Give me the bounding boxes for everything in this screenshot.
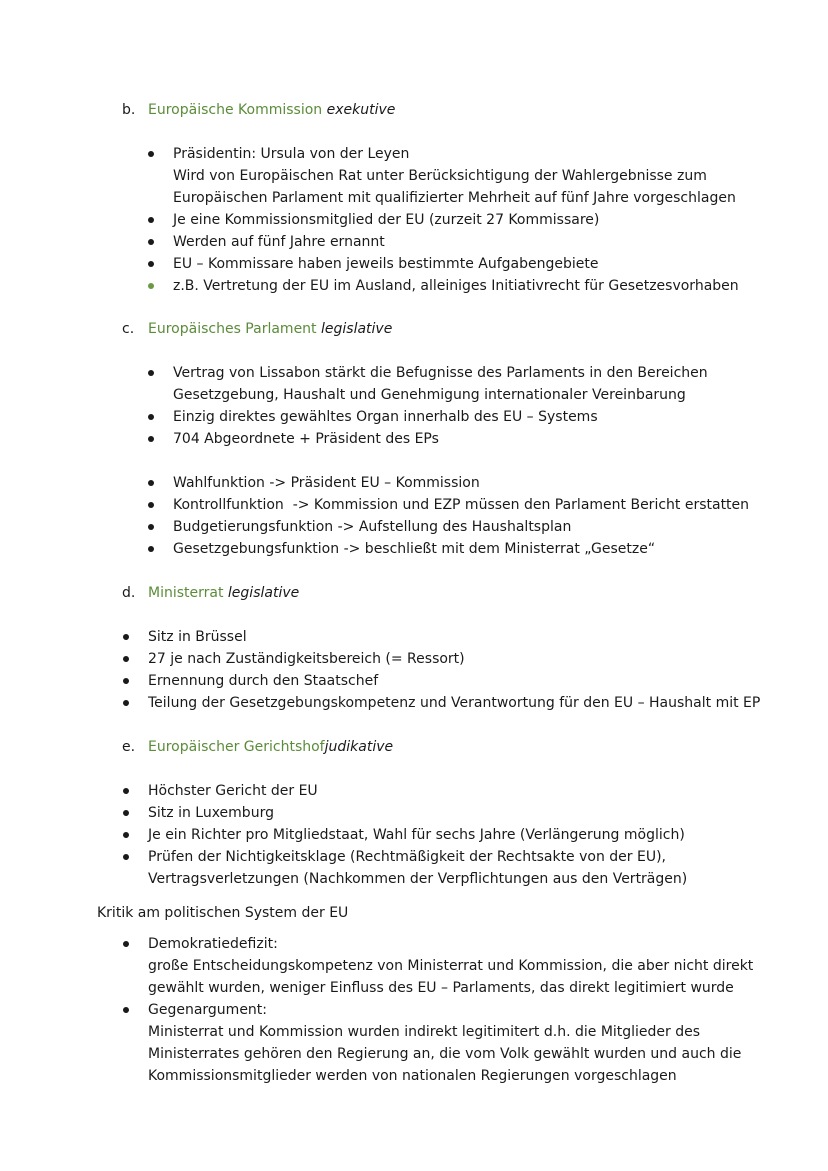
section-c-title: Europäisches Parlament	[148, 321, 317, 337]
bullet-icon	[148, 480, 154, 486]
list-item: Gesetzgebungsfunktion -> beschließt mit dem Ministerrat „Gesetze“	[173, 541, 656, 557]
list-item: Budgetierungsfunktion -> Aufstellung des Haushaltsplan	[173, 519, 572, 535]
list-item: Präsidentin: Ursula von der Leyen	[173, 146, 410, 162]
list-item: Sitz in Luxemburg	[148, 805, 274, 821]
list-item-continuation: Ministerrates gehören den Regierung an, die vom Volk gewählt wurden und auch die	[148, 1046, 742, 1062]
bullet-icon	[123, 656, 129, 662]
bullet-icon	[123, 854, 129, 860]
section-b-role: exekutive	[326, 102, 396, 118]
section-b-letter: b.	[122, 102, 136, 118]
bullet-icon	[148, 151, 154, 157]
list-item: Einzig direktes gewähltes Organ innerhalb des EU – Systems	[173, 409, 598, 425]
section-c-role: legislative	[321, 321, 393, 337]
list-item: Teilung der Gesetzgebungskompetenz und Verantwortung für den EU – Haushalt mit EP	[148, 695, 761, 711]
list-item: Vertrag von Lissabon stärkt die Befugnisse des Parlaments in den Bereichen	[173, 365, 708, 381]
bullet-icon	[148, 546, 154, 552]
bullet-icon	[148, 370, 154, 376]
section-c-letter: c.	[122, 321, 135, 337]
section-b-heading	[122, 100, 395, 120]
section-d-role: legislative	[227, 585, 300, 601]
section-d-heading	[122, 583, 299, 603]
list-item-continuation: Ministerrat und Kommission wurden indirekt legitimitert d.h. die Mitglieder des	[148, 1024, 701, 1040]
list-item-continuation: gewählt wurden, weniger Einfluss des EU – Parlaments, das direkt legitimiert wurde	[148, 980, 734, 996]
list-item: Je eine Kommissionsmitglied der EU (zurzeit 27 Kommissare)	[173, 212, 600, 228]
bullet-icon	[123, 941, 129, 947]
bullet-icon	[123, 832, 129, 838]
bullet-icon	[148, 283, 154, 289]
bullet-icon	[148, 436, 154, 442]
list-item: Wahlfunktion -> Präsident EU – Kommission	[173, 475, 480, 491]
section-c-heading	[122, 319, 392, 339]
bullet-icon	[148, 239, 154, 245]
list-item: Kontrollfunktion -> Kommission und EZP müssen den Parlament Bericht erstatten	[173, 497, 750, 513]
bullet-icon	[148, 217, 154, 223]
list-item: Werden auf fünf Jahre ernannt	[173, 234, 385, 250]
list-item: Höchster Gericht der EU	[148, 783, 318, 799]
bullet-icon	[123, 788, 129, 794]
bullet-icon	[123, 678, 129, 684]
kritik-heading: Kritik am politischen System der EU	[97, 905, 349, 921]
list-item: Ernennung durch den Staatschef	[148, 673, 379, 689]
list-item-continuation: Kommissionsmitglieder werden von nationalen Regierungen vorgeschlagen	[148, 1068, 677, 1084]
bullet-icon	[123, 810, 129, 816]
list-item: Gegenargument:	[148, 1002, 268, 1018]
section-e-heading	[122, 737, 393, 757]
list-item: z.B. Vertretung der EU im Ausland, alleiniges Initiativrecht für Gesetzesvorhaben	[173, 278, 739, 294]
list-item: Demokratiedefizit:	[148, 936, 278, 952]
section-e-title: Europäischer Gerichtshof	[148, 739, 325, 755]
section-e-role: judikative	[324, 739, 394, 755]
list-item-continuation: Europäischen Parlament mit qualifizierter Mehrheit auf fünf Jahre vorgeschlagen	[173, 190, 736, 206]
list-item: Prüfen der Nichtigkeitsklage (Rechtmäßigkeit der Rechtsakte von der EU),	[148, 849, 667, 865]
bullet-icon	[148, 261, 154, 267]
bullet-icon	[123, 1007, 129, 1013]
section-e-letter: e.	[122, 739, 136, 755]
list-item-continuation: Vertragsverletzungen (Nachkommen der Verpflichtungen aus den Verträgen)	[148, 871, 688, 887]
bullet-icon	[148, 502, 154, 508]
bullet-icon	[123, 700, 129, 706]
list-item: 704 Abgeordnete + Präsident des EPs	[173, 431, 439, 447]
bullet-icon	[148, 414, 154, 420]
section-d-title: Ministerrat	[148, 585, 224, 601]
list-item: 27 je nach Zuständigkeitsbereich (= Ressort)	[148, 651, 465, 667]
bullet-icon	[148, 524, 154, 530]
list-item-continuation: Wird von Europäischen Rat unter Berücksichtigung der Wahlergebnisse zum	[173, 168, 707, 184]
list-item: EU – Kommissare haben jeweils bestimmte Aufgabengebiete	[173, 256, 599, 272]
list-item-continuation: große Entscheidungskompetenz von Ministerrat und Kommission, die aber nicht direkt	[148, 958, 754, 974]
list-item: Je ein Richter pro Mitgliedstaat, Wahl für sechs Jahre (Verlängerung möglich)	[148, 827, 685, 843]
bullet-icon	[123, 634, 129, 640]
list-item: Sitz in Brüssel	[148, 629, 247, 645]
section-d-letter: d.	[122, 585, 136, 601]
list-item-continuation: Gesetzgebung, Haushalt und Genehmigung internationaler Vereinbarung	[173, 387, 686, 403]
section-b-title: Europäische Kommission	[148, 102, 323, 118]
